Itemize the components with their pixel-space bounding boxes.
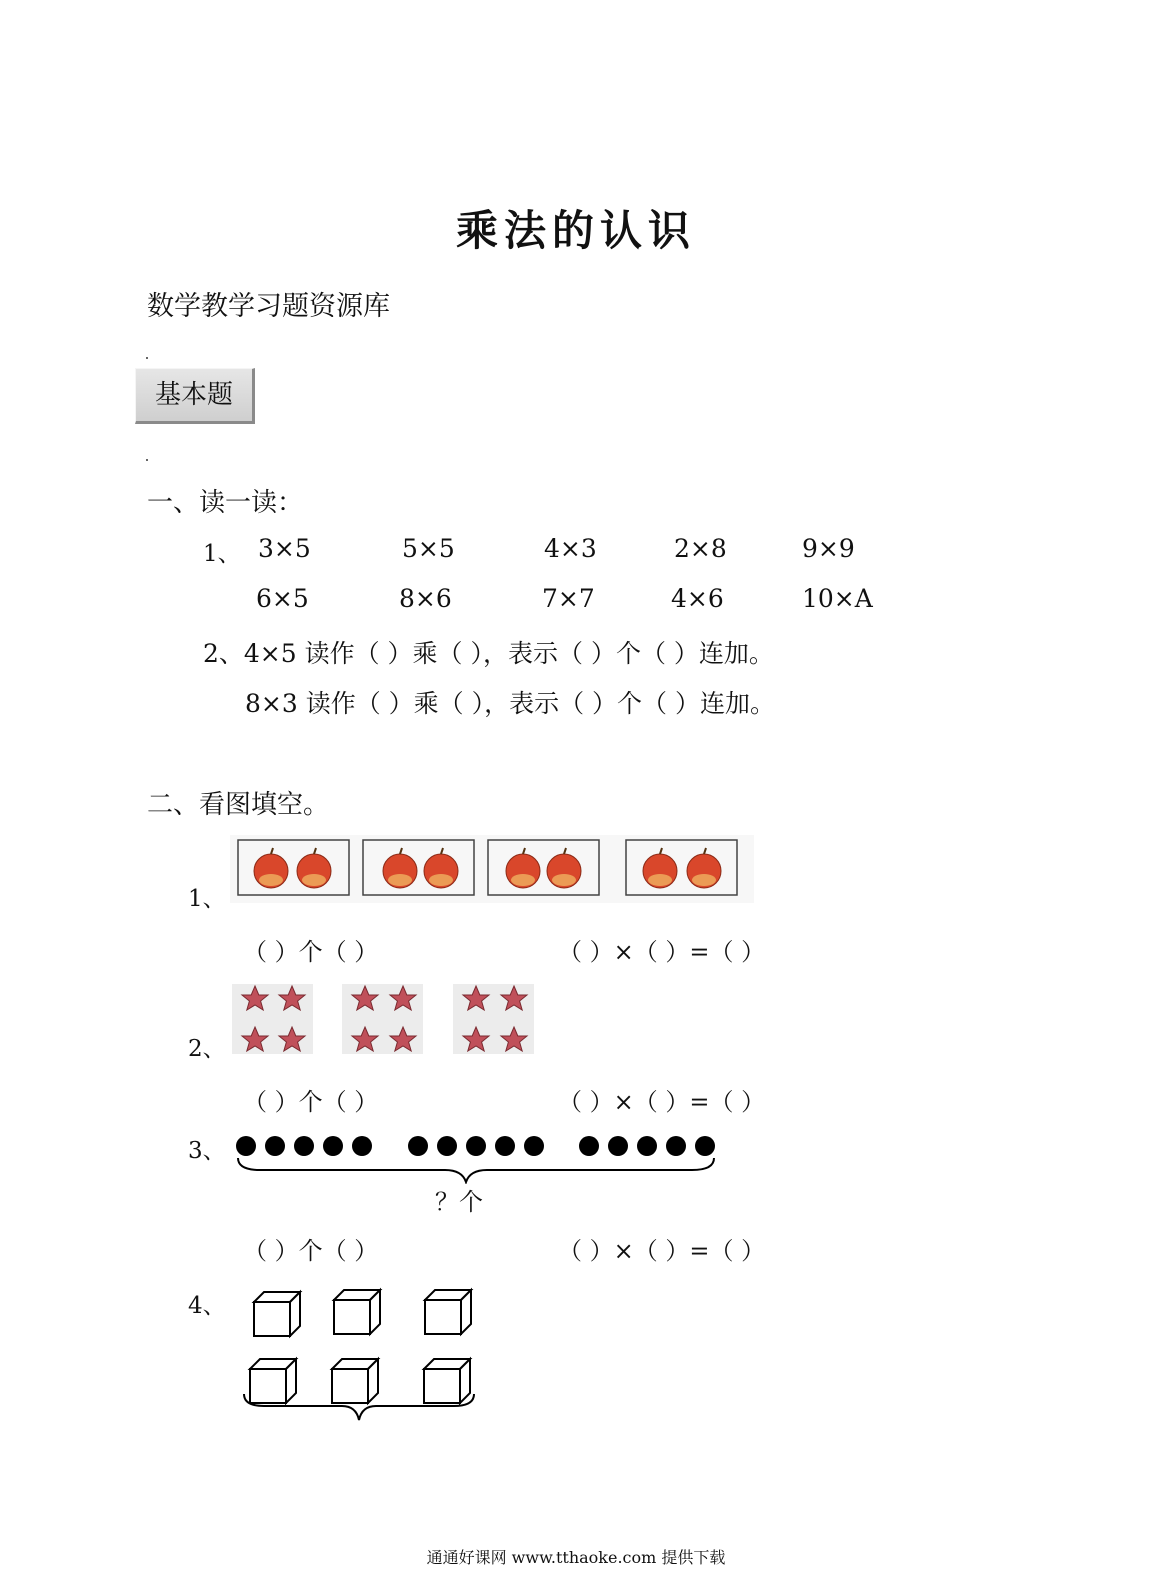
divider-dot [146, 459, 148, 461]
section-1-heading: 一、读一读： [147, 488, 304, 518]
fill-blank-count: （ ）个（ ） [243, 938, 379, 966]
question-number: 1、 [188, 886, 226, 912]
fill-blank-equation: （ ）×（ ）=（ ） [558, 1088, 766, 1116]
divider-dot [146, 357, 148, 359]
expression: 8×6 [399, 584, 452, 613]
expression: 2×8 [674, 534, 727, 563]
question-2-line-2: 8×3 读作（ ）乘（ ），表示（ ）个（ ）连加。 [245, 689, 775, 718]
question-number: 4、 [188, 1293, 226, 1319]
section-2-heading: 二、看图填空。 [147, 790, 330, 820]
fill-blank-count: （ ）个（ ） [243, 1237, 379, 1265]
page-subtitle: 数学教学习题资源库 [147, 291, 390, 322]
dots-total-label: ？个 [435, 1188, 483, 1216]
dot-groups-image [230, 1128, 720, 1184]
page-title: 乘法的认识 [455, 206, 696, 255]
expression: 10×A [802, 584, 873, 613]
expression: 6×5 [256, 584, 309, 613]
section-badge: 基本题 [135, 368, 255, 424]
question-2-line-1: 2、4×5 读作（ ）乘（ ），表示（ ）个（ ）连加。 [203, 639, 774, 668]
star-groups-image [230, 982, 538, 1056]
apple-groups-image [230, 835, 754, 903]
footer-text: 通通好课网 www.tthaoke.com 提供下载 [426, 1548, 726, 1567]
fill-blank-equation: （ ）×（ ）=（ ） [558, 1237, 766, 1265]
expression: 9×9 [802, 534, 855, 563]
expression: 4×6 [671, 584, 724, 613]
expression: 3×5 [258, 534, 311, 563]
question-number: 2、 [188, 1036, 226, 1062]
cube-groups-image [238, 1284, 483, 1424]
expression: 7×7 [542, 584, 595, 613]
expression: 4×3 [544, 534, 597, 563]
question-number: 1、 [203, 541, 241, 567]
fill-blank-equation: （ ）×（ ）=（ ） [558, 938, 766, 966]
expression: 5×5 [402, 534, 455, 563]
fill-blank-count: （ ）个（ ） [243, 1088, 379, 1116]
question-number: 3、 [188, 1138, 226, 1164]
